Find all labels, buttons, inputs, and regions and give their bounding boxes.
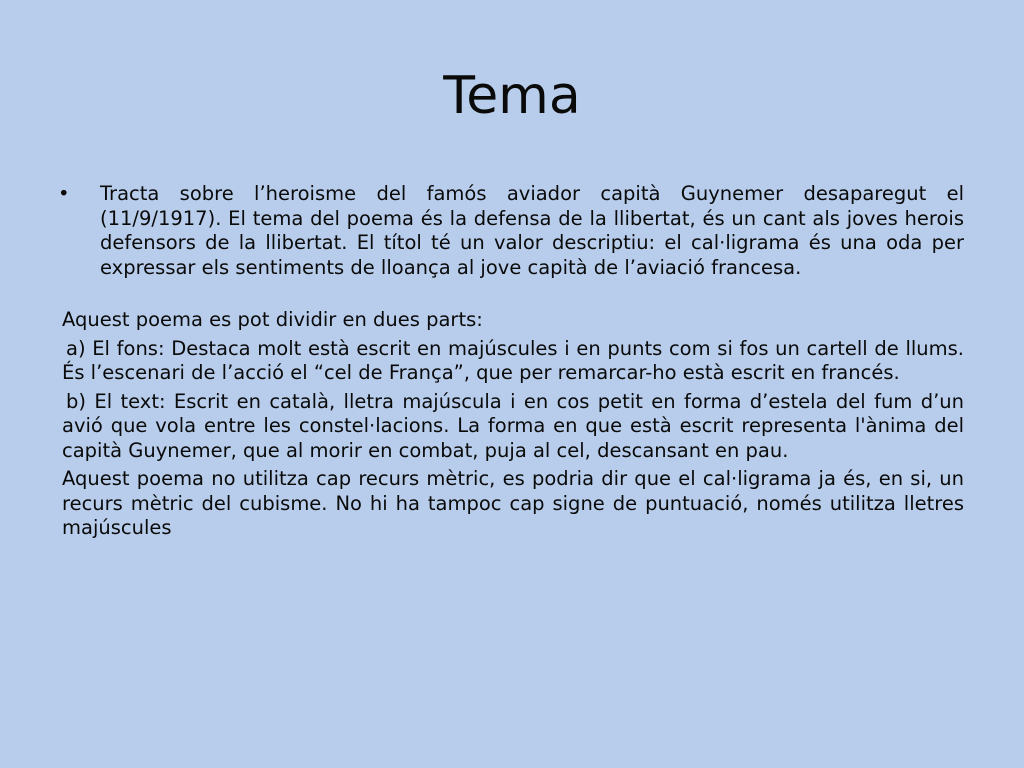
slide-title: Tema <box>443 66 581 126</box>
bullet-icon: • <box>58 182 70 205</box>
bullet-text: Tracta sobre l’heroisme del famós aviador capità Guynemer desaparegut el (11/9/1917). El tema del poema és la defensa de la llibertat, és un cant als joves herois defensors de la llibertat. El títol té un valor descriptiu: el cal·ligrama és una oda per expressar els sentiments de lloança al jove capità de l’aviació francesa. <box>100 182 964 279</box>
bullet-item <box>58 182 964 280</box>
paragraph-intro: Aquest poema es pot dividir en dues parts: <box>62 308 483 331</box>
slide-content <box>58 182 964 545</box>
paragraph-conclusion: Aquest poema no utilitza cap recurs mètric, es podria dir que el cal·ligrama ja és, en si, un recurs mètric del cubisme. No hi ha tampoc cap signe de puntuació, només utilitza lletres majúscules <box>62 467 964 539</box>
paragraph-part-a: a) El fons: Destaca molt està escrit en majúscules i en punts com si fos un cartell de llums. És l’escenari de l’acció el “cel de França”, que per remarcar-ho està escrit en francés. <box>62 336 964 384</box>
paragraph-part-b: b) El text: Escrit en català, lletra majúscula i en cos petit en forma d’estela del fum d’un avió que vola entre les constel·lacions. La forma en que està escrit representa l'ànima del capità Guynemer, que al morir en combat, puja al cel, descansant en pau. <box>62 389 964 462</box>
